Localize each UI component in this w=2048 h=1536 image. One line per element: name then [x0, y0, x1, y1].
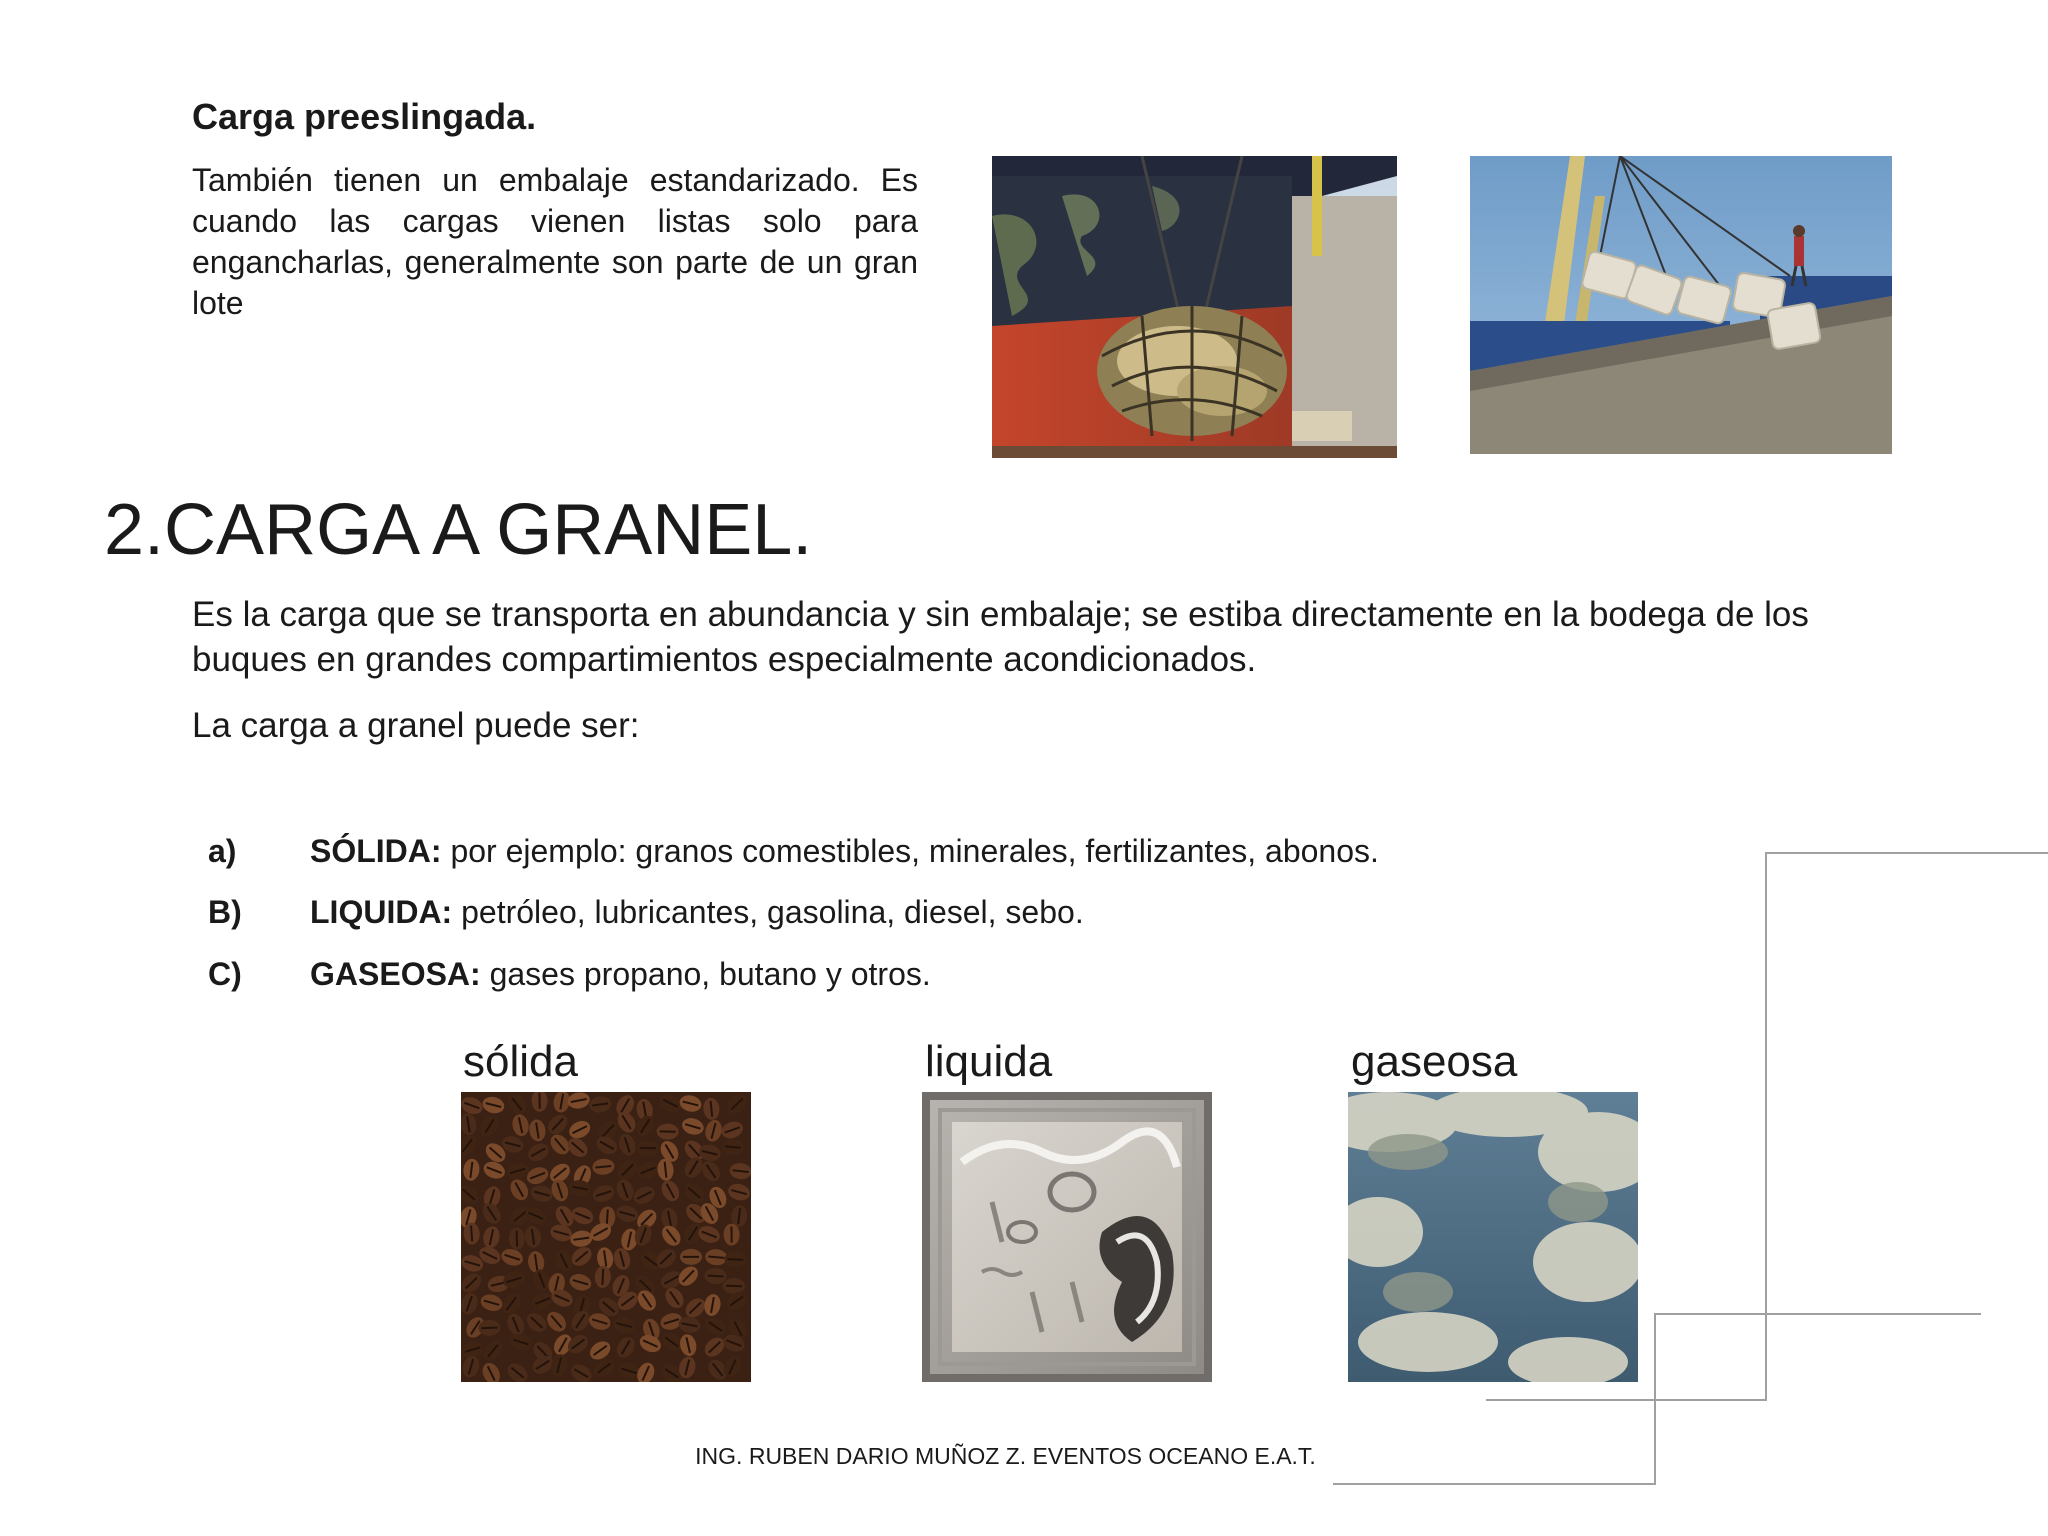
list-marker: B) — [208, 894, 242, 930]
section-heading: 2.CARGA A GRANEL. — [104, 490, 813, 570]
bulk-cargo-intro: La carga a granel puede ser: — [192, 706, 640, 745]
caption-gas: gaseosa — [1351, 1037, 1518, 1086]
list-marker: C) — [208, 956, 242, 992]
preslung-title: Carga preeslingada. — [192, 96, 537, 137]
list-term: GASEOSA: — [310, 956, 481, 992]
preslung-body: También tienen un embalaje estandarizado. Es cuando las cargas vienen listas solo para engancharlas, generalmente son parte de un gran lote — [192, 162, 918, 321]
list-text: petróleo, lubricantes, gasolina, diesel, sebo. — [452, 894, 1084, 930]
caption-liquid: liquida — [925, 1037, 1053, 1086]
caption-solid: sólida — [463, 1037, 578, 1086]
list-text: gases propano, butano y otros. — [480, 956, 931, 992]
list-marker: a) — [208, 833, 237, 869]
list-text: por ejemplo: granos comestibles, minerales, fertilizantes, abonos. — [441, 833, 1379, 869]
bulk-cargo-description: Es la carga que se transporta en abundancia y sin embalaje; se estiba directamente en la bodega de los buques en grandes compartimientos especialmente acondicionados. — [192, 595, 1809, 679]
footer-credit: ING. RUBEN DARIO MUÑOZ Z. EVENTOS OCEANO E.A.T. — [695, 1443, 1316, 1469]
list-term: LIQUIDA: — [310, 894, 453, 930]
list-term: SÓLIDA: — [310, 833, 442, 869]
